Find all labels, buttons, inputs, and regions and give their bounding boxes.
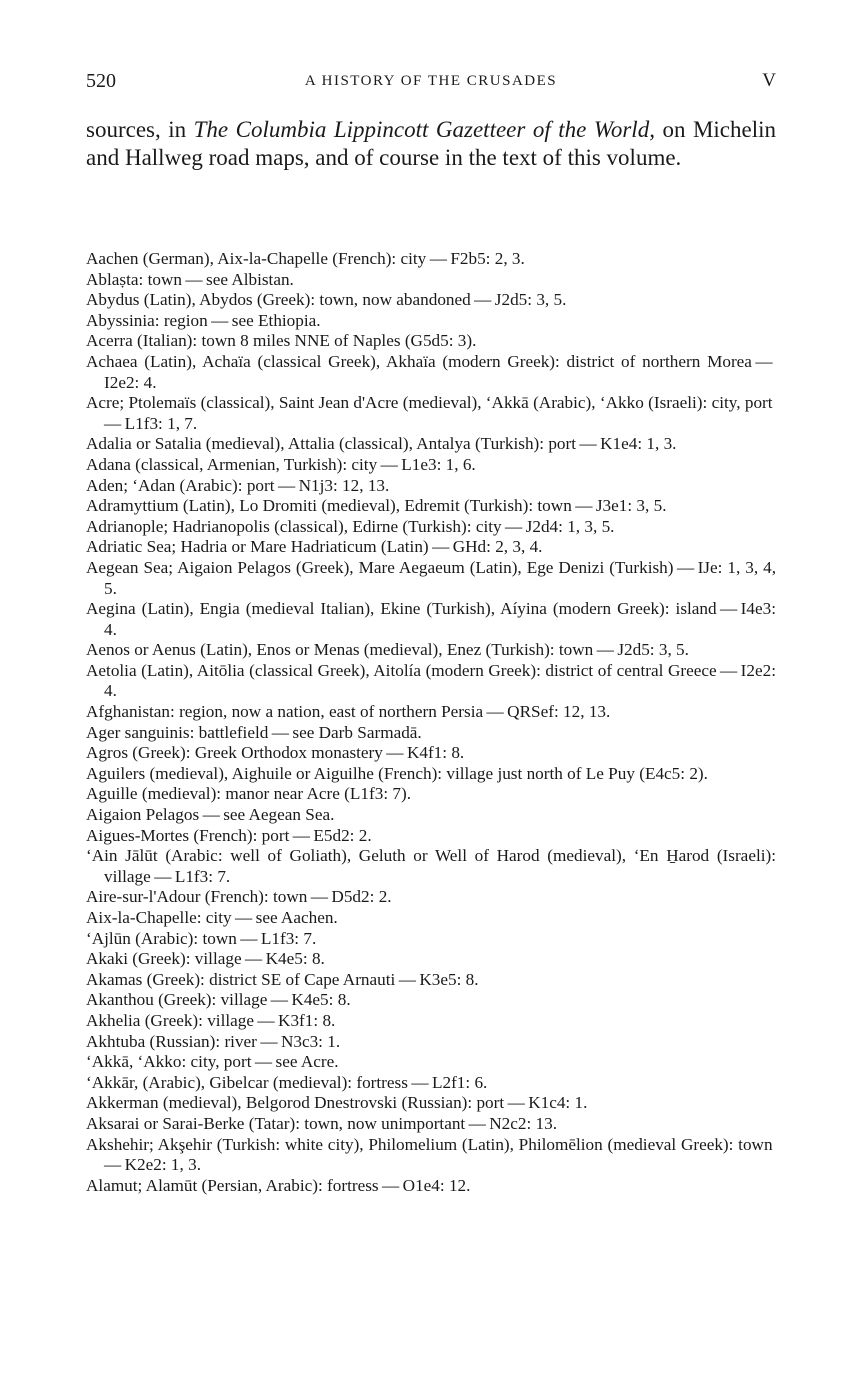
gazetteer-entry: Aksarai or Sarai-Berke (Tatar): town, now unimportant — N2c2: 13.: [86, 1113, 558, 1133]
gazetteer-entry-list: [86, 249, 776, 1196]
gazetteer-entry: ‘Ajlūn (Arabic): town — L1f3: 7.: [86, 928, 317, 948]
gazetteer-entry: Abyssinia: region — see Ethiopia.: [86, 310, 321, 330]
gazetteer-entry: Akhtuba (Russian): river — N3c3: 1.: [86, 1031, 341, 1051]
gazetteer-entry: Aguilers (medieval), Aighuile or Aiguilhe (French): village just north of Le Puy (E4c5: 2).: [86, 763, 708, 783]
gazetteer-entry: Afghanistan: region, now a nation, east of northern Persia — QRSef: 12, 13.: [86, 702, 611, 722]
intro-paragraph: [86, 116, 776, 172]
gazetteer-entry: Aigues-Mortes (French): port — E5d2: 2.: [86, 825, 372, 845]
gazetteer-entry: ‘Ain Jālūt (Arabic: well of Goliath), Geluth or Well of Harod (medieval), ‘En H̱arod (Israeli): village — L1f3: 7.: [86, 846, 776, 886]
gazetteer-entry: Akkerman (medieval), Belgorod Dnestrovski (Russian): port — K1c4: 1.: [86, 1093, 588, 1113]
intro-text-before-title: sources, in: [86, 117, 194, 142]
gazetteer-entry: Aguille (medieval): manor near Acre (L1f3: 7).: [86, 784, 412, 804]
page-number: 520: [86, 70, 116, 92]
gazetteer-entry: Adrianople; Hadrianopolis (classical), Edirne (Turkish): city — J2d4: 1, 3, 5.: [86, 516, 615, 536]
gazetteer-entry: Alamut; Alamūt (Persian, Arabic): fortress — O1e4: 12.: [86, 1175, 471, 1195]
gazetteer-entry: Adramyttium (Latin), Lo Dromiti (medieval), Edremit (Turkish): town — J3e1: 3, 5.: [86, 496, 667, 516]
running-head: [86, 70, 776, 94]
gazetteer-entry: Aegina (Latin), Engia (medieval Italian), Ekine (Turkish), Aíyina (modern Greek): island — I4e3: 4.: [86, 599, 776, 639]
gazetteer-entry: Agros (Greek): Greek Orthodox monastery — K4f1: 8.: [86, 743, 465, 763]
gazetteer-entry: Aenos or Aenus (Latin), Enos or Menas (medieval), Enez (Turkish): town — J2d5: 3, 5.: [86, 640, 689, 660]
gazetteer-entry: Ager sanguinis: battlefield — see Darb Sarmadā.: [86, 722, 422, 742]
gazetteer-entry: ‘Akkār, (Arabic), Gibelcar (medieval): fortress — L2f1: 6.: [86, 1072, 488, 1092]
intro-text-after-title: on Michelin and Hallweg road maps, and of course in the text of this volume.: [86, 117, 776, 170]
gazetteer-title: The Columbia Lippincott Gazetteer of the World,: [193, 117, 655, 142]
gazetteer-entry: Acerra (Italian): town 8 miles NNE of Naples (G5d5: 3).: [86, 331, 477, 351]
gazetteer-entry: Achaea (Latin), Achaïa (classical Greek), Akhaïa (modern Greek): district of northern Morea — I2e2: 4.: [86, 351, 776, 392]
gazetteer-entry: Ablaṣta: town — see Albistan.: [86, 269, 294, 289]
gazetteer-entry: Adriatic Sea; Hadria or Mare Hadriaticum (Latin) — GHd: 2, 3, 4.: [86, 537, 543, 557]
gazetteer-entry: Akaki (Greek): village — K4e5: 8.: [86, 949, 325, 969]
book-title: A HISTORY OF THE CRUSADES: [304, 73, 558, 89]
gazetteer-entry: Aetolia (Latin), Aitōlia (classical Greek), Aitolía (modern Greek): district of central Greece — I2e2: 4.: [86, 660, 776, 701]
gazetteer-entry: Akamas (Greek): district SE of Cape Arnauti — K3e5: 8.: [86, 969, 479, 989]
gazetteer-entry: Aegean Sea; Aigaion Pelagos (Greek), Mare Aegaeum (Latin), Ege Denizi (Turkish) — IJe: 1, 3, 4, 5.: [86, 557, 776, 598]
gazetteer-entry: Aire-sur-l'Adour (French): town — D5d2: 2.: [86, 887, 392, 907]
gazetteer-entry: Adalia or Satalia (medieval), Attalia (classical), Antalya (Turkish): port — K1e4: 1, 3.: [86, 434, 677, 454]
gazetteer-entry: Aix-la-Chapelle: city — see Aachen.: [86, 908, 338, 927]
gazetteer-entry: Akanthou (Greek): village — K4e5: 8.: [86, 990, 351, 1010]
gazetteer-entry: Akhelia (Greek): village — K3f1: 8.: [86, 1010, 336, 1030]
gazetteer-entry: Akshehir; Akşehir (Turkish: white city), Philomelium (Latin), Philomēlion (medieval Greek): town — K2e2: 1, 3.: [86, 1134, 776, 1175]
gazetteer-entry: ‘Akkā, ‘Akko: city, port — see Acre.: [86, 1052, 339, 1072]
volume-number: V: [762, 70, 776, 91]
gazetteer-entry: Aigaion Pelagos — see Aegean Sea.: [86, 805, 335, 825]
gazetteer-entry: Aachen (German), Aix-la-Chapelle (French): city — F2b5: 2, 3.: [86, 249, 525, 268]
gazetteer-entry: Abydus (Latin), Abydos (Greek): town, now abandoned — J2d5: 3, 5.: [86, 290, 567, 310]
gazetteer-entry: Acre; Ptolemaïs (classical), Saint Jean d'Acre (medieval), ‘Akkā (Arabic), ‘Akko (Israeli): city, port — L1f3: 1, 7.: [86, 393, 776, 433]
gazetteer-entry: Aden; ‘Adan (Arabic): port — N1j3: 12, 13.: [86, 475, 390, 495]
gazetteer-entry: Adana (classical, Armenian, Turkish): city — L1e3: 1, 6.: [86, 454, 476, 474]
